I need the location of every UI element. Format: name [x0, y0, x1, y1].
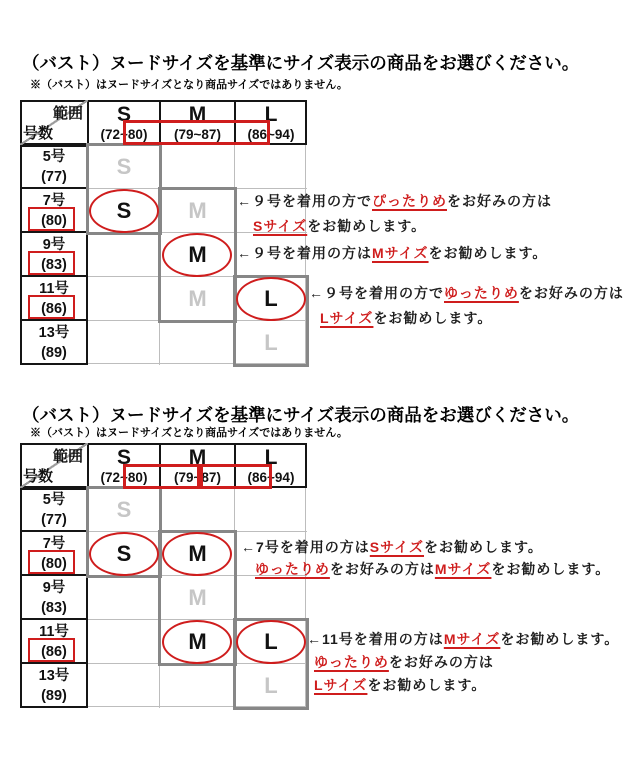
annotation-emphasis: ゆったりめ [444, 285, 519, 301]
row-bust: (89) [41, 345, 67, 361]
annotation-text: をお勧めします。 [307, 218, 427, 234]
annotation-line [307, 674, 619, 697]
size-letter-m-ghost: M [188, 198, 207, 223]
corner-label-range: 範囲 [52, 105, 83, 122]
annotation-emphasis: Mサイズ [443, 631, 501, 647]
size-letter-l-ghost: L [264, 330, 278, 355]
annotation-emphasis: Lサイズ [320, 310, 374, 326]
annotation-text: をお好みの方は [329, 561, 435, 577]
size-letter-l-selected: L [264, 286, 278, 311]
annotation-line [237, 189, 552, 214]
annotation-emphasis: ぴったりめ [372, 193, 447, 209]
annotation-text: をお勧めします。 [367, 677, 487, 693]
red-circle-m [162, 233, 232, 277]
annotation-s-recommend [237, 189, 552, 239]
corner-label-gosu: 号数 [23, 125, 54, 142]
header-range-m: (79~87) [174, 126, 221, 142]
header-letter-s: S [116, 102, 131, 126]
bust-highlight-box-83 [28, 251, 75, 275]
annotation-text: ←９号を着用の方で [309, 285, 444, 301]
overlap-highlight-box [123, 120, 270, 145]
header-letter-l: L [264, 445, 278, 469]
annotation-text: ←９号を着用の方は [237, 245, 372, 261]
row-label-cell-5 [20, 488, 88, 532]
bust-highlight-box-80 [28, 550, 75, 574]
annotation-m-or-l [307, 628, 619, 697]
annotation-text: をお勧めします。 [491, 561, 611, 577]
header-range-m: (79~87) [174, 469, 221, 485]
section1-title: （バスト）ヌードサイズを基準にサイズ表示の商品をお選びください。 [22, 53, 580, 73]
annotation-text: ←11号を着用の方は [307, 631, 444, 647]
annotation-l-recommend [309, 281, 624, 331]
size-letter-s-selected: S [116, 198, 132, 223]
size-letter-s-ghost: S [116, 154, 132, 179]
row-label-cell-13 [20, 664, 88, 708]
section2-note: ※（バスト）はヌードサイズとなり商品サイズではありません。 [30, 427, 348, 439]
annotation-m-recommend [237, 241, 547, 266]
row-bust: (89) [41, 688, 67, 704]
size-letter-m-ghost: M [188, 286, 207, 311]
annotation-line [241, 536, 610, 558]
annotation-emphasis: ゆったりめ [255, 561, 330, 577]
row-bust: (83) [41, 257, 67, 273]
row-label-cell-9 [20, 576, 88, 620]
header-letter-s: S [116, 445, 131, 469]
row-label-cell-13 [20, 321, 88, 365]
annotation-line [309, 281, 624, 306]
row-bust: (86) [41, 301, 67, 317]
annotation-line [237, 214, 552, 239]
annotation-text: をお勧めします。 [373, 310, 493, 326]
row-bust: (83) [41, 600, 67, 616]
row-label: 13号 [38, 668, 70, 684]
bust-highlight-box-86 [28, 295, 75, 319]
bust-highlight-box-80 [28, 207, 75, 231]
annotation-emphasis: ゆったりめ [314, 654, 389, 670]
annotation-emphasis: Lサイズ [314, 677, 368, 693]
corner-label-gosu: 号数 [23, 468, 54, 485]
corner-label-range: 範囲 [52, 448, 83, 465]
red-circle-m [162, 620, 232, 664]
header-letter-l: L [264, 102, 278, 126]
header-range-s: (72~80) [100, 469, 148, 485]
row-bust: (77) [41, 512, 67, 528]
annotation-text: をお勧めします。 [500, 631, 620, 647]
row-label: 9号 [42, 580, 66, 596]
size-letter-s-ghost: S [116, 497, 132, 522]
annotation-text: ←９号を着用の方で [237, 193, 372, 209]
header-letter-m: M [188, 445, 207, 469]
row-label: 9号 [42, 237, 66, 253]
annotation-text: をお勧めします。 [428, 245, 548, 261]
red-circle-s [89, 189, 159, 233]
annotation-line [307, 651, 619, 674]
row-label-cell-5 [20, 145, 88, 189]
annotation-emphasis: Mサイズ [434, 561, 492, 577]
row-label: 7号 [42, 536, 66, 552]
annotation-line [309, 306, 624, 331]
row-label: 13号 [38, 325, 70, 341]
red-circle-l [236, 277, 306, 321]
row-bust: (80) [41, 213, 67, 229]
red-circle-s [89, 532, 159, 576]
row-label: 11号 [39, 624, 69, 640]
row-bust: (86) [41, 644, 67, 660]
size-letter-s-selected: S [116, 541, 132, 566]
overlap-highlight-box-ml [200, 464, 272, 489]
annotation-emphasis: Sサイズ [253, 218, 308, 234]
header-range-l: (86~94) [247, 469, 295, 485]
overlap-highlight-box-sm [123, 464, 200, 489]
annotation-emphasis: Mサイズ [372, 245, 429, 261]
row-label: 11号 [39, 281, 69, 297]
size-letter-m-ghost: M [188, 585, 207, 610]
annotation-text: ←7号を着用の方は [241, 539, 370, 555]
size-letter-l-ghost: L [264, 673, 278, 698]
annotation-line [307, 628, 619, 651]
section1-note: ※（バスト）はヌードサイズとなり商品サイズではありません。 [30, 79, 348, 91]
red-circle-l [236, 620, 306, 664]
annotation-emphasis: Sサイズ [369, 539, 425, 555]
header-corner-cell [20, 443, 88, 488]
header-range-s: (72~80) [100, 126, 148, 142]
header-letter-m: M [188, 102, 207, 126]
annotation-s-or-m [241, 536, 610, 580]
annotation-line [241, 558, 610, 580]
annotation-text: をお勧めします。 [424, 539, 543, 555]
red-circle-m [162, 532, 232, 576]
size-letter-m-selected: M [188, 242, 207, 267]
annotation-text: をお好みの方は [518, 285, 624, 301]
row-bust: (80) [41, 556, 67, 572]
annotation-text: をお好みの方は [447, 193, 552, 209]
size-letter-m-selected: M [188, 541, 207, 566]
row-bust: (77) [41, 169, 67, 185]
header-range-l: (86~94) [247, 126, 295, 142]
annotation-text: をお好みの方は [388, 654, 494, 670]
bust-highlight-box-86 [28, 638, 75, 662]
section2-title: （バスト）ヌードサイズを基準にサイズ表示の商品をお選びください。 [22, 405, 580, 425]
size-letter-l-selected: L [264, 629, 278, 654]
annotation-line [237, 241, 547, 266]
size-letter-m-selected: M [188, 629, 207, 654]
row-label: 5号 [42, 492, 66, 508]
row-label: 5号 [42, 149, 66, 165]
row-label: 7号 [42, 193, 66, 209]
header-corner-cell [20, 100, 88, 145]
